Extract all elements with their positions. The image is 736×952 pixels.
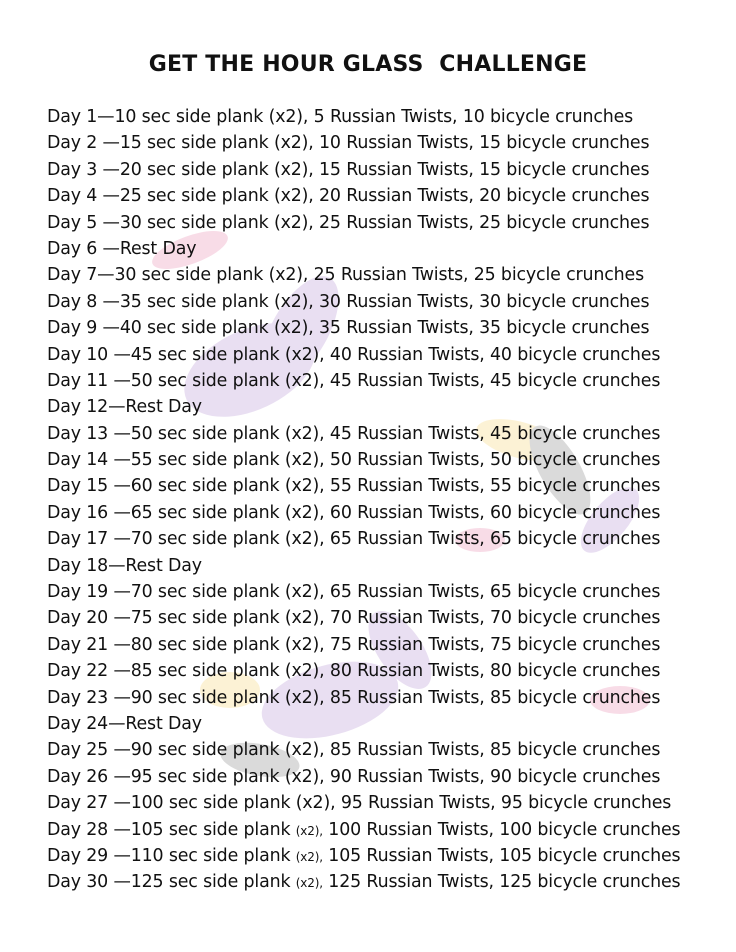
day-exercise-plank: 90 sec side plank <box>130 740 285 761</box>
day-plank-multiplier: (x2) <box>284 634 320 655</box>
day-label: Day 29 — <box>47 845 131 866</box>
day-label: Day 13 — <box>47 423 131 444</box>
day-exercise-rest: , 30 Russian Twists, 30 bicycle crunches <box>308 291 650 312</box>
day-label: Day 17 — <box>47 529 131 550</box>
day-label: Day 18— <box>47 555 126 576</box>
day-exercise-plank: 95 sec side plank <box>130 766 285 787</box>
day-exercise-rest: , 10 Russian Twists, 15 bicycle crunches <box>308 133 650 154</box>
day-label: Day 27 — <box>47 793 131 814</box>
day-label: Day 15 — <box>47 476 131 497</box>
day-exercise-rest: , 50 Russian Twists, 50 bicycle crunches <box>319 450 661 471</box>
day-label: Day 14 — <box>47 450 131 471</box>
day-exercise-plank: 45 sec side plank <box>130 344 285 365</box>
day-label: Day 4 — <box>47 186 120 207</box>
day-exercise-plank: 60 sec side plank <box>130 476 285 497</box>
day-label: Day 20 — <box>47 608 131 629</box>
day-plank-multiplier: (x2) <box>273 159 309 180</box>
day-plank-multiplier: (x2) <box>284 450 320 471</box>
day-row <box>47 369 727 395</box>
day-label: Day 12— <box>47 397 126 418</box>
day-row <box>47 686 727 712</box>
day-row <box>47 501 727 527</box>
day-exercise-plank: 105 sec side plank <box>130 819 296 840</box>
day-exercise-rest: , 95 Russian Twists, 95 bicycle crunches <box>330 793 672 814</box>
day-label: Day 2 — <box>47 133 120 154</box>
day-label: Day 21 — <box>47 634 131 655</box>
day-label: Day 11 — <box>47 370 131 391</box>
day-label: Day 1— <box>47 107 115 127</box>
day-row <box>47 712 727 738</box>
day-plank-multiplier: (x2) <box>284 344 320 365</box>
day-exercise-plank: 15 sec side plank <box>119 133 274 154</box>
day-exercise-plank: Rest Day <box>125 555 202 576</box>
day-exercise-rest: , 55 Russian Twists, 55 bicycle crunches <box>319 476 661 497</box>
day-row <box>47 105 727 131</box>
day-plank-multiplier: (x2), <box>295 876 323 891</box>
day-exercise-rest: 105 Russian Twists, 105 bicycle crunches <box>322 845 681 866</box>
day-row <box>47 290 727 316</box>
day-exercise-plank: 85 sec side plank <box>130 661 285 682</box>
day-row <box>47 765 727 791</box>
day-exercise-rest: , 90 Russian Twists, 90 bicycle crunches <box>319 766 661 787</box>
day-exercise-rest: , 25 Russian Twists, 25 bicycle crunches <box>308 212 650 233</box>
day-exercise-plank: 20 sec side plank <box>119 159 274 180</box>
day-exercise-plank: Rest Day <box>125 397 202 418</box>
day-row <box>47 343 727 369</box>
day-exercise-plank: 35 sec side plank <box>119 291 274 312</box>
day-exercise-rest: , 75 Russian Twists, 75 bicycle crunches <box>319 634 661 655</box>
day-exercise-rest: , 85 Russian Twists, 85 bicycle crunches <box>319 687 661 708</box>
day-plank-multiplier: (x2) <box>284 661 320 682</box>
day-plank-multiplier: (x2) <box>273 212 309 233</box>
day-row <box>47 659 727 685</box>
day-plank-multiplier: (x2) <box>273 133 309 154</box>
day-label: Day 26 — <box>47 766 131 787</box>
day-exercise-plank: 50 sec side plank <box>130 423 285 444</box>
day-exercise-rest: , 35 Russian Twists, 35 bicycle crunches <box>308 318 650 339</box>
day-label: Day 16 — <box>47 502 131 523</box>
day-exercise-rest: , 5 Russian Twists, 10 bicycle crunches <box>302 107 634 127</box>
day-label: Day 7— <box>47 265 115 286</box>
day-exercise-rest: , 20 Russian Twists, 20 bicycle crunches <box>308 186 650 207</box>
day-plank-multiplier: (x2) <box>284 766 320 787</box>
day-row <box>47 818 727 844</box>
day-exercise-rest: , 60 Russian Twists, 60 bicycle crunches <box>319 502 661 523</box>
day-plank-multiplier: (x2) <box>284 502 320 523</box>
day-plank-multiplier: (x2) <box>284 582 320 603</box>
day-exercise-plank: 75 sec side plank <box>130 608 285 629</box>
day-label: Day 3 — <box>47 159 120 180</box>
day-row <box>47 527 727 553</box>
day-exercise-plank: 25 sec side plank <box>119 186 274 207</box>
day-row <box>47 448 727 474</box>
day-plank-multiplier: (x2) <box>284 423 320 444</box>
day-label: Day 23 — <box>47 687 131 708</box>
day-row <box>47 633 727 659</box>
day-exercise-rest: , 45 Russian Twists, 45 bicycle crunches <box>319 370 661 391</box>
day-exercise-rest: , 15 Russian Twists, 15 bicycle crunches <box>308 159 650 180</box>
day-exercise-rest: , 80 Russian Twists, 80 bicycle crunches <box>319 661 661 682</box>
day-exercise-rest: 125 Russian Twists, 125 bicycle crunches <box>322 872 681 893</box>
day-label: Day 24— <box>47 713 126 734</box>
day-exercise-plank: 50 sec side plank <box>130 370 285 391</box>
day-exercise-plank: 40 sec side plank <box>119 318 274 339</box>
day-row <box>47 184 727 210</box>
day-exercise-plank: 125 sec side plank <box>130 872 296 893</box>
day-exercise-rest: , 65 Russian Twists, 65 bicycle crunches <box>319 582 661 603</box>
day-exercise-plank: 70 sec side plank <box>130 529 285 550</box>
day-plank-multiplier: (x2) <box>284 608 320 629</box>
day-row <box>47 422 727 448</box>
day-row <box>47 211 727 237</box>
day-exercise-rest: , 65 Russian Twists, 65 bicycle crunches <box>319 529 661 550</box>
day-exercise-plank: 70 sec side plank <box>130 582 285 603</box>
day-exercise-plank: 10 sec side plank <box>114 107 269 127</box>
day-plank-multiplier: (x2) <box>273 318 309 339</box>
day-row <box>47 554 727 580</box>
day-plank-multiplier: (x2), <box>295 849 323 864</box>
page-title: GET THE HOUR GLASS CHALLENGE <box>148 52 588 77</box>
day-row <box>47 316 727 342</box>
day-row <box>47 791 727 817</box>
day-exercise-plank: Rest Day <box>125 713 202 734</box>
day-plank-multiplier: (x2) <box>284 529 320 550</box>
day-plank-multiplier: (x2) <box>268 265 303 286</box>
day-plank-multiplier: (x2) <box>268 107 303 127</box>
day-row <box>47 870 727 896</box>
day-row <box>47 606 727 632</box>
day-exercise-plank: 55 sec side plank <box>130 450 285 471</box>
day-exercise-rest: , 25 Russian Twists, 25 bicycle crunches <box>302 265 644 286</box>
day-row <box>47 158 727 184</box>
day-exercise-rest: , 85 Russian Twists, 85 bicycle crunches <box>319 740 661 761</box>
day-exercise-rest: , 40 Russian Twists, 40 bicycle crunches <box>319 344 661 365</box>
day-label: Day 10 — <box>47 344 131 365</box>
day-exercise-plank: 30 sec side plank <box>114 265 269 286</box>
day-row <box>47 263 727 289</box>
day-row <box>47 395 727 421</box>
day-plank-multiplier: (x2) <box>284 687 320 708</box>
day-label: Day 30 — <box>47 872 131 893</box>
day-row <box>47 844 727 870</box>
day-exercise-rest: , 45 Russian Twists, 45 bicycle crunches <box>319 423 661 444</box>
day-exercise-plank: 80 sec side plank <box>130 634 285 655</box>
day-plank-multiplier: (x2) <box>273 186 309 207</box>
day-row <box>47 237 727 263</box>
day-plank-multiplier: (x2) <box>284 740 320 761</box>
day-plank-multiplier: (x2) <box>284 476 320 497</box>
day-label: Day 5 — <box>47 212 120 233</box>
day-label: Day 28 — <box>47 819 131 840</box>
day-plank-multiplier: (x2), <box>295 823 323 838</box>
day-row <box>47 580 727 606</box>
day-plank-multiplier: (x2) <box>284 370 320 391</box>
day-label: Day 8 — <box>47 291 120 312</box>
day-label: Day 9 — <box>47 318 120 339</box>
day-exercise-plank: 90 sec side plank <box>130 687 285 708</box>
day-exercise-plank: 65 sec side plank <box>130 502 285 523</box>
day-row <box>47 131 727 157</box>
challenge-day-list <box>47 105 727 897</box>
day-label: Day 22 — <box>47 661 131 682</box>
day-exercise-plank: 110 sec side plank <box>130 845 296 866</box>
day-exercise-rest: , 70 Russian Twists, 70 bicycle crunches <box>319 608 661 629</box>
day-plank-multiplier: (x2) <box>273 291 309 312</box>
day-label: Day 19 — <box>47 582 131 603</box>
day-label: Day 25 — <box>47 740 131 761</box>
day-row <box>47 738 727 764</box>
day-row <box>47 474 727 500</box>
day-exercise-plank: 100 sec side plank <box>130 793 296 814</box>
day-label: Day 6 — <box>47 238 120 259</box>
day-exercise-rest: 100 Russian Twists, 100 bicycle crunches <box>322 819 681 840</box>
day-plank-multiplier: (x2) <box>295 793 331 814</box>
day-exercise-plank: 30 sec side plank <box>119 212 274 233</box>
day-exercise-plank: Rest Day <box>119 238 197 259</box>
